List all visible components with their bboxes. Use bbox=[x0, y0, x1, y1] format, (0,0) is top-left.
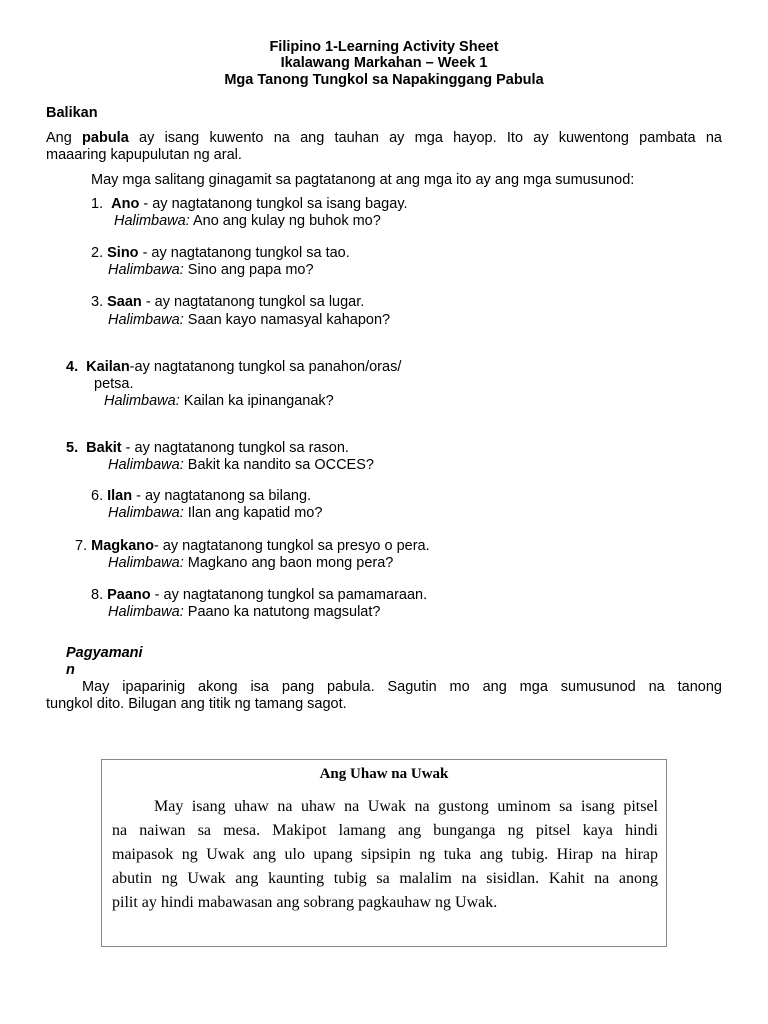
question-words-lead: May mga salitang ginagamit sa pagtatanong at ang mga ito ay ang mga sumusunod: bbox=[91, 172, 635, 188]
example-label: Halimbawa: bbox=[108, 555, 184, 571]
instruction-line2: tungkol dito. Bilugan ang titik ng tamang sagot. bbox=[46, 696, 347, 712]
item-description: - ay nagtatanong tungkol sa lugar. bbox=[141, 294, 365, 310]
item-number: 6. bbox=[91, 488, 104, 504]
example-ano bbox=[114, 213, 381, 229]
item-description: - ay nagtatanong tungkol sa isang bagay. bbox=[139, 196, 408, 212]
item-number: 3. bbox=[91, 294, 104, 310]
example-paano bbox=[108, 604, 380, 620]
item-description: - ay nagtatanong tungkol sa tao. bbox=[138, 245, 350, 261]
section-heading-pagyamanin: Pagyamani bbox=[66, 645, 143, 661]
lesson-title: Mga Tanong Tungkol sa Napakinggang Pabula bbox=[224, 72, 544, 88]
example-text: Magkano ang baon mong pera? bbox=[183, 555, 394, 571]
question-word: Paano bbox=[107, 587, 151, 603]
story-line: May isang uhaw na uhaw na Uwak na gustong uminom sa isang pitsel bbox=[154, 798, 658, 815]
example-label: Halimbawa: bbox=[108, 312, 184, 328]
pabula-definition-line2: maaaring kapupulutan ng aral. bbox=[46, 147, 242, 163]
intro-text: Ang bbox=[46, 130, 83, 146]
example-label: Halimbawa: bbox=[108, 457, 184, 473]
list-item-kailan bbox=[66, 359, 401, 375]
example-text: Paano ka natutong magsulat? bbox=[183, 604, 381, 620]
pabula-definition-line1 bbox=[46, 130, 722, 146]
example-saan bbox=[108, 312, 390, 328]
example-label: Halimbawa: bbox=[108, 262, 184, 278]
list-item-bakit bbox=[66, 440, 349, 456]
item-description: - ay nagtatanong tungkol sa presyo o pera. bbox=[153, 538, 430, 554]
list-item-sino bbox=[91, 245, 350, 261]
section-heading-balikan: Balikan bbox=[46, 105, 98, 121]
item-number: 7. bbox=[75, 538, 88, 554]
example-magkano bbox=[108, 555, 393, 571]
example-label: Halimbawa: bbox=[108, 604, 184, 620]
item-number: 1. bbox=[91, 196, 104, 212]
example-text: Kailan ka ipinanganak? bbox=[179, 393, 334, 409]
question-word: Ano bbox=[111, 196, 140, 212]
item-number: 4. bbox=[66, 359, 79, 375]
example-ilan bbox=[108, 505, 322, 521]
list-item-saan bbox=[91, 294, 364, 310]
item-number: 2. bbox=[91, 245, 104, 261]
section-heading-pagyamanin-cont: n bbox=[66, 662, 75, 678]
question-word: Sino bbox=[107, 245, 139, 261]
example-text: Ilan ang kapatid mo? bbox=[183, 505, 323, 521]
example-text: Ano ang kulay ng buhok mo? bbox=[189, 213, 381, 229]
list-item-kailan-cont: petsa. bbox=[94, 376, 134, 392]
example-text: Saan kayo namasyal kahapon? bbox=[183, 312, 391, 328]
item-description: -ay nagtatanong tungkol sa panahon/oras/ bbox=[129, 359, 402, 375]
instruction-line1: May ipaparinig akong isa pang pabula. Sagutin mo ang mga sumusunod na tanong bbox=[82, 679, 722, 695]
story-line: abutin ng Uwak ang kaunting tubig sa malalim na sisidlan. Kahit na anong bbox=[112, 870, 658, 887]
intro-text-rest: ay isang kuwento na ang tauhan ay mga hayop. Ito ay kuwentong pambata na bbox=[128, 130, 722, 146]
item-description: - ay nagtatanong tungkol sa pamamaraan. bbox=[150, 587, 428, 603]
question-word: Magkano bbox=[91, 538, 154, 554]
list-item-ano bbox=[91, 196, 408, 212]
example-text: Sino ang papa mo? bbox=[183, 262, 314, 278]
example-label: Halimbawa: bbox=[104, 393, 180, 409]
pabula-term: pabula bbox=[82, 130, 129, 146]
item-number: 8. bbox=[91, 587, 104, 603]
story-box bbox=[101, 759, 667, 947]
example-label: Halimbawa: bbox=[108, 505, 184, 521]
story-line: pilit ay hindi mabawasan ang sobrang pagkauhaw ng Uwak. bbox=[112, 894, 498, 911]
question-word: Bakit bbox=[86, 440, 122, 456]
example-label: Halimbawa: bbox=[114, 213, 190, 229]
list-item-paano bbox=[91, 587, 427, 603]
item-description: - ay nagtatanong tungkol sa rason. bbox=[121, 440, 349, 456]
question-word: Saan bbox=[107, 294, 142, 310]
question-word: Ilan bbox=[107, 488, 133, 504]
example-bakit bbox=[108, 457, 374, 473]
example-text: Bakit ka nandito sa OCCES? bbox=[183, 457, 374, 473]
story-line: na naiwan sa mesa. Makipot lamang ang bunganga ng pitsel kaya hindi bbox=[112, 822, 658, 839]
item-number: 5. bbox=[66, 440, 79, 456]
list-item-magkano bbox=[75, 538, 430, 554]
sheet-title: Filipino 1-Learning Activity Sheet bbox=[269, 39, 499, 55]
question-word: Kailan bbox=[86, 359, 130, 375]
story-line: maipasok ng Uwak ang ulo upang sipsipin ng tuka ang tubig. Hirap na hirap bbox=[112, 846, 658, 863]
example-kailan bbox=[104, 393, 334, 409]
quarter-week-heading: Ikalawang Markahan – Week 1 bbox=[280, 55, 488, 71]
story-title: Ang Uhaw na Uwak bbox=[319, 766, 449, 782]
list-item-ilan bbox=[91, 488, 311, 504]
item-description: - ay nagtatanong sa bilang. bbox=[132, 488, 312, 504]
example-sino bbox=[108, 262, 314, 278]
